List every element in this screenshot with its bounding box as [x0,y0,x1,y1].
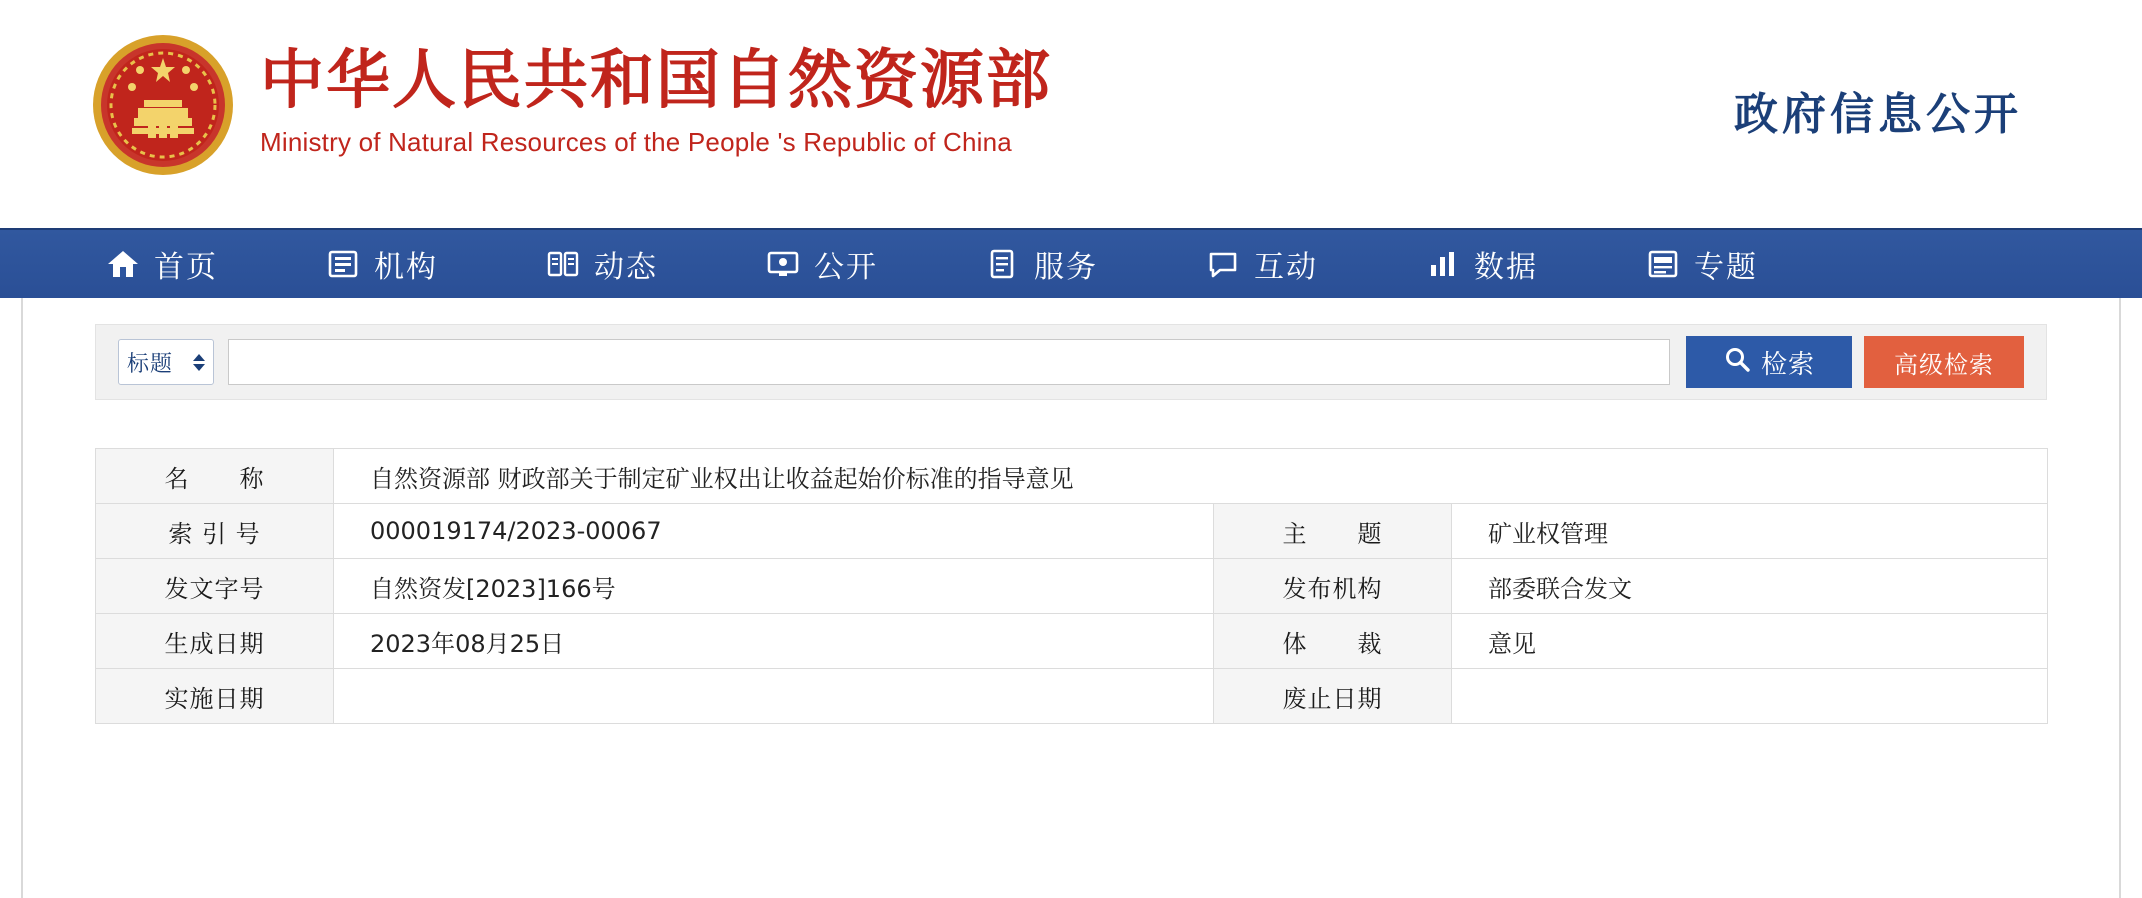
row-value-issuing-agency: 部委联合发文 [1452,559,2048,614]
nav-label: 互动 [1254,250,1318,285]
search-icon [1723,345,1751,380]
row-label-genre: 体 裁 [1214,614,1452,669]
row-value-genre: 意见 [1452,614,2048,669]
search-button[interactable] [1686,336,1852,388]
table-row [96,504,2048,559]
table-row [96,559,2048,614]
nav-label: 专题 [1694,250,1758,285]
site-title-en: Ministry of Natural Resources of the People 's Republic of China [260,127,1012,158]
row-value-effective-date [334,669,1214,724]
nav-label: 公开 [814,250,878,285]
nav-label: 机构 [374,250,438,285]
table-row [96,614,2048,669]
bar-chart-icon [1426,247,1460,281]
china-national-emblem-icon [88,30,238,180]
nav-label: 服务 [1034,250,1098,285]
advanced-search-label: 高级检索 [1894,350,1994,379]
row-value-name: 自然资源部 财政部关于制定矿业权出让收益起始价标准的指导意见 [334,449,2048,504]
site-title-block [260,44,1052,158]
row-label-abolition-date: 废止日期 [1214,669,1452,724]
table-row [96,449,2048,504]
search-input[interactable] [228,339,1670,385]
nav-label: 动态 [594,250,658,285]
chevron-updown-icon [193,354,205,371]
book-icon [546,247,580,281]
row-label-index-no: 索 引 号 [96,504,334,559]
main-navigation [0,228,2142,298]
row-value-abolition-date [1452,669,2048,724]
building-icon [326,247,360,281]
row-value-created-date: 2023年08月25日 [334,614,1214,669]
nav-item-data[interactable] [1426,242,1538,286]
site-header [0,0,2142,228]
nav-label: 首页 [154,250,218,285]
site-title-cn: 中华人民共和国自然资源部 [260,44,1052,118]
row-label-doc-no: 发文字号 [96,559,334,614]
chat-icon [1206,247,1240,281]
nav-item-organization[interactable] [326,242,438,286]
table-row [96,669,2048,724]
nav-item-topics[interactable] [1646,242,1758,286]
monitor-icon [766,247,800,281]
row-label-created-date: 生成日期 [96,614,334,669]
nav-item-services[interactable] [986,242,1098,286]
document-info-table [95,448,2048,724]
newspaper-icon [1646,247,1680,281]
advanced-search-button[interactable] [1864,336,2024,388]
search-button-label: 检索 [1760,349,1815,380]
search-field-select-value: 标题 [127,351,174,377]
row-label-name: 名 称 [96,449,334,504]
row-value-doc-no: 自然资发[2023]166号 [334,559,1214,614]
row-label-effective-date: 实施日期 [96,669,334,724]
nav-label: 数据 [1474,250,1538,285]
nav-item-disclosure[interactable] [766,242,878,286]
row-label-subject: 主 题 [1214,504,1452,559]
search-bar [95,324,2047,400]
nav-item-interaction[interactable] [1206,242,1318,286]
home-icon [106,247,140,281]
nav-item-home[interactable] [106,242,218,286]
nav-item-news[interactable] [546,242,658,286]
row-value-index-no: 000019174/2023-00067 [334,504,1214,559]
search-field-select[interactable] [118,339,214,385]
row-label-issuing-agency: 发布机构 [1214,559,1452,614]
row-value-subject: 矿业权管理 [1452,504,2048,559]
page-title: 政府信息公开 [1734,89,2022,140]
document-pen-icon [986,247,1020,281]
page-body [21,298,2121,898]
